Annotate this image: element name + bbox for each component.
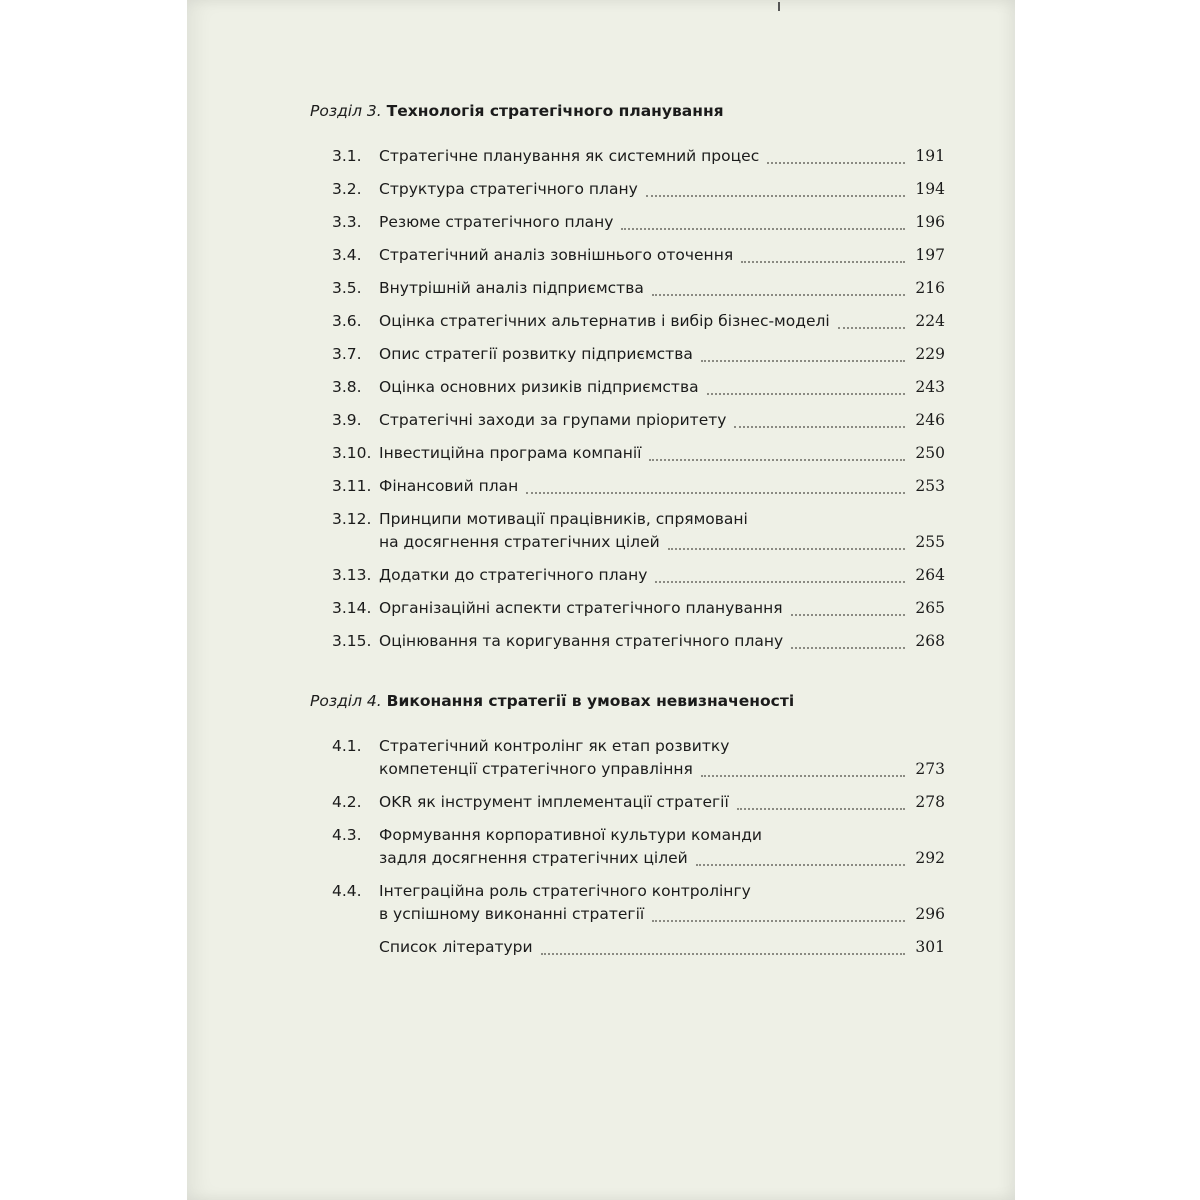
- entry-title-line: Стратегічні заходи за групами пріоритету: [379, 411, 727, 429]
- section-heading: [310, 692, 794, 710]
- entry-page-number: 296: [915, 905, 945, 923]
- entry-page-number: 243: [915, 378, 945, 396]
- entry-number: 3.7.: [332, 345, 362, 363]
- entry-title-line: в успішному виконанні стратегії: [379, 905, 645, 923]
- entry-title-line: Формування корпоративної культури команди: [379, 826, 762, 844]
- dot-leader: [655, 581, 905, 583]
- dot-leader: [526, 492, 905, 494]
- entry-page-number: 191: [915, 147, 945, 165]
- entry-title-line: Інвестиційна програма компанії: [379, 444, 642, 462]
- entry-title-line: Опис стратегії розвитку підприємства: [379, 345, 693, 363]
- entry-title-line: Стратегічне планування як системний процес: [379, 147, 760, 165]
- entry-number: 3.6.: [332, 312, 362, 330]
- entry-title-line: задля досягнення стратегічних цілей: [379, 849, 688, 867]
- entry-page-number: 268: [915, 632, 945, 650]
- entry-page-number: 197: [915, 246, 945, 264]
- dot-leader: [767, 162, 905, 164]
- dot-leader: [696, 864, 905, 866]
- dot-leader: [649, 459, 905, 461]
- entry-title-line: Стратегічний аналіз зовнішнього оточення: [379, 246, 734, 264]
- entry-number: 4.3.: [332, 826, 362, 844]
- entry-number: 3.12.: [332, 510, 372, 528]
- entry-number: 4.2.: [332, 793, 362, 811]
- entry-number: 3.15.: [332, 632, 372, 650]
- entry-number: 3.5.: [332, 279, 362, 297]
- dot-leader: [838, 327, 905, 329]
- entry-number: 3.11.: [332, 477, 372, 495]
- entry-page-number: 301: [915, 938, 945, 956]
- section-heading: [310, 102, 724, 120]
- entry-title-line: Організаційні аспекти стратегічного планування: [379, 599, 783, 617]
- section-title: Виконання стратегії в умовах невизначеності: [386, 692, 795, 710]
- entry-title-line: OKR як інструмент імплементації стратегії: [379, 793, 729, 811]
- entry-page-number: 246: [915, 411, 945, 429]
- entry-number: 3.10.: [332, 444, 372, 462]
- entry-number: 3.1.: [332, 147, 362, 165]
- section-label: Розділ 3.: [310, 102, 382, 120]
- book-page: [187, 0, 1015, 1200]
- entry-title-line: Стратегічний контролінг як етап розвитку: [379, 737, 730, 755]
- entry-number: 4.1.: [332, 737, 362, 755]
- dot-leader: [621, 228, 905, 230]
- dot-leader: [791, 647, 905, 649]
- dot-leader: [741, 261, 905, 263]
- dot-leader: [541, 953, 905, 955]
- entry-page-number: 278: [915, 793, 945, 811]
- entry-number: 3.14.: [332, 599, 372, 617]
- entry-page-number: 216: [915, 279, 945, 297]
- dot-leader: [737, 808, 905, 810]
- entry-page-number: 292: [915, 849, 945, 867]
- entry-title-line: Принципи мотивації працівників, спрямовані: [379, 510, 748, 528]
- entry-title-line: Додатки до стратегічного плану: [379, 566, 648, 584]
- section-title: Технологія стратегічного планування: [386, 102, 724, 120]
- entry-number: 3.8.: [332, 378, 362, 396]
- entry-number: 3.13.: [332, 566, 372, 584]
- dot-leader: [707, 393, 905, 395]
- entry-number: 3.4.: [332, 246, 362, 264]
- entry-page-number: 265: [915, 599, 945, 617]
- dot-leader: [701, 775, 905, 777]
- dot-leader: [701, 360, 905, 362]
- entry-page-number: 264: [915, 566, 945, 584]
- entry-title-line: компетенції стратегічного управління: [379, 760, 693, 778]
- entry-number: 3.2.: [332, 180, 362, 198]
- entry-page-number: 194: [915, 180, 945, 198]
- entry-page-number: 224: [915, 312, 945, 330]
- entry-title-line: Резюме стратегічного плану: [379, 213, 614, 231]
- entry-title-line: Структура стратегічного плану: [379, 180, 638, 198]
- entry-title-line: Оцінка основних ризиків підприємства: [379, 378, 699, 396]
- entry-number: 4.4.: [332, 882, 362, 900]
- entry-page-number: 196: [915, 213, 945, 231]
- entry-title-line: Інтеграційна роль стратегічного контролінгу: [379, 882, 751, 900]
- entry-page-number: 255: [915, 533, 945, 551]
- entry-title-line: Внутрішній аналіз підприємства: [379, 279, 644, 297]
- entry-title-line: Оцінювання та коригування стратегічного плану: [379, 632, 784, 650]
- dot-leader: [646, 195, 905, 197]
- entry-number: 3.3.: [332, 213, 362, 231]
- entry-number: 3.9.: [332, 411, 362, 429]
- entry-title-line: Фінансовий план: [379, 477, 519, 495]
- section-label: Розділ 4.: [310, 692, 382, 710]
- entry-title-line: на досягнення стратегічних цілей: [379, 533, 660, 551]
- entry-title-line: Список літератури: [379, 938, 533, 956]
- entry-title-line: Оцінка стратегічних альтернатив і вибір бізнес-моделі: [379, 312, 830, 330]
- dot-leader: [668, 548, 905, 550]
- dot-leader: [791, 614, 905, 616]
- entry-page-number: 253: [915, 477, 945, 495]
- page-tick-mark: [778, 2, 780, 11]
- dot-leader: [652, 294, 905, 296]
- entry-page-number: 229: [915, 345, 945, 363]
- dot-leader: [652, 920, 905, 922]
- entry-page-number: 250: [915, 444, 945, 462]
- dot-leader: [734, 426, 905, 428]
- entry-page-number: 273: [915, 760, 945, 778]
